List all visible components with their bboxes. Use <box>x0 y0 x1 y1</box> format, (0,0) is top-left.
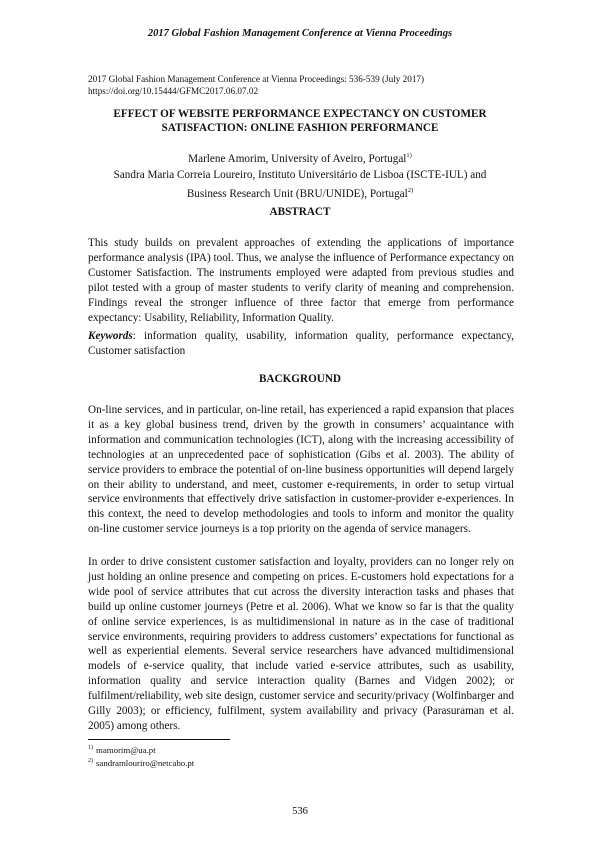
running-header: 2017 Global Fashion Management Conference at Vienna Proceedings <box>147 28 453 39</box>
paper-title <box>60 107 540 135</box>
footnote-2 <box>88 755 194 769</box>
title-line-2: SATISFACTION: ONLINE FASHION PERFORMANCE <box>161 122 439 134</box>
author-1-footnote-mark[interactable]: 1) <box>406 152 412 159</box>
footnote-1 <box>88 742 156 756</box>
page-number: 536 <box>292 806 308 817</box>
citation-block <box>88 73 528 97</box>
author-block <box>60 148 540 202</box>
keywords-colon: : <box>132 330 136 342</box>
doi-link[interactable]: https://doi.org/10.15444/GFMC2017.06.07.02 <box>88 86 259 96</box>
author-2-footnote-mark[interactable]: 2) <box>407 187 414 194</box>
footnote-divider <box>88 739 230 740</box>
background-heading: BACKGROUND <box>258 373 342 385</box>
author-2-line-2 <box>60 183 540 202</box>
author-1 <box>60 148 540 167</box>
author-2-text: Business Research Unit (BRU/UNIDE), Portugal <box>186 188 408 200</box>
author-1-text: Marlene Amorim, University of Aveiro, Portugal <box>188 153 407 165</box>
abstract-heading: ABSTRACT <box>269 206 331 218</box>
keywords-paragraph <box>88 329 514 359</box>
background-paragraph-1: On-line services, and in particular, on-line retail, has experienced a rapid expansion that places it as a key global business trend, driven by the growth in consumers’ acquaintance with information and communication technologies (ICT), along with the increasing accessibility of technologies at an unprecedented pace of sophistication (Gibs et al. 2003). The ability of service providers to embrace the potential of on-line business opportunities will depend largely on their ability to understand, and meet, customer e-requirements, in order to setup virtual service environments that effectively drive satisfaction in customer-provider e-experiences. In this context, the need to develop methodologies and tools to inform and monitor the quality on-line customer service journeys is a top priority on the agenda of service managers. <box>88 404 514 536</box>
author-2-line-1: Sandra Maria Correia Loureiro, Instituto Universitário de Lisboa (ISCTE-IUL) and <box>113 169 487 181</box>
title-line-1: EFFECT OF WEBSITE PERFORMANCE EXPECTANCY ON CUSTOMER <box>113 108 487 120</box>
background-paragraph-2: In order to drive consistent customer satisfaction and loyalty, providers can no longer rely on just holding an online presence and competing on prices. E-customers hold expectations for a wide pool of service attributes that cut across the diversity interaction tasks and phases that build up online customer journeys (Petre et al. 2006). What we know so far is that the quality of online service experiences, is as multidimensional in nature as in the case of traditional service environments, requiring providers to address customers’ expectations for functional as well as experiential elements. Several service researchers have advanced multidimensional models of e-service quality, that include varied e-service attributes, such as usability, information quality and service interaction quality (Barnes and Vidgen 2002); or fulfilment/reliability, web site design, customer service and security/privacy (Wolfinbarger and Gilly 2003); or efficiency, fulfilment, system availability and privacy (Parasuraman et al. 2005) among others. <box>88 556 514 732</box>
keywords-text: information quality, usability, information quality, performance expectancy, Customer satisfaction <box>88 330 514 357</box>
keywords-label: Keywords <box>88 330 133 342</box>
footnote-1-mark: 1) <box>88 745 93 751</box>
footnote-1-email[interactable]: mamorim@ua.pt <box>96 745 156 755</box>
citation-line: 2017 Global Fashion Management Conference at Vienna Proceedings: 536-539 (July 2017) <box>88 74 425 84</box>
footnote-2-mark: 2) <box>88 758 93 764</box>
abstract-text: This study builds on prevalent approaches of extending the applications of importance performance analysis (IPA) tool. Thus, we analyse the influence of Performance expectancy on Customer Satisfaction. The instruments employed were adapted from previous studies and pilot tested with a group of master students to verify clarity of meaning and comprehension. Findings reveal the stronger influence of three factor that emerge from performance expectancy: Usability, Reliability, Information Quality. <box>88 237 514 324</box>
footnote-2-email[interactable]: sandramlouriro@netcabo.pt <box>96 758 195 768</box>
